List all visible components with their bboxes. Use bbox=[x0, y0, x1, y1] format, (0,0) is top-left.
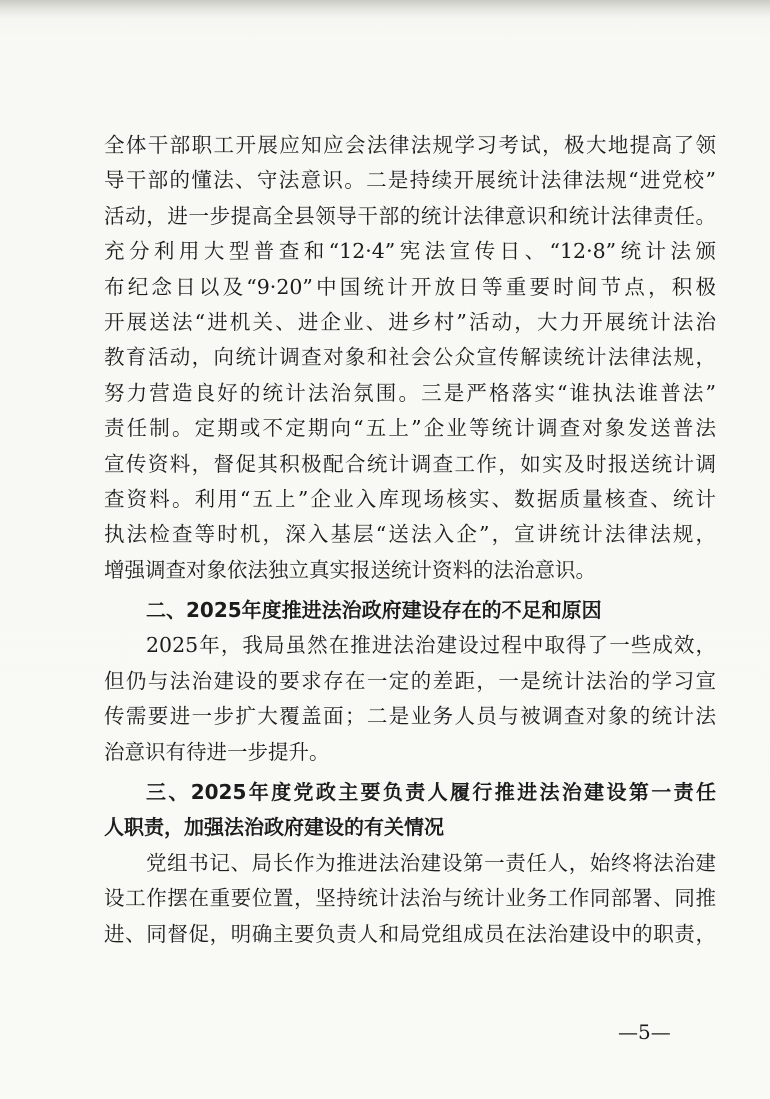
paragraph-2-line-1: 2025年，我局虽然在推进法治建设过程中取得了一些成效， bbox=[146, 633, 716, 658]
paragraph-1-line-9: 责任制。定期或不定期向“五上”企业等统计调查对象发送普法 bbox=[104, 416, 716, 441]
paragraph-2-line-2: 但仍与法治建设的要求存在一定的差距，一是统计法治的学习宣 bbox=[104, 668, 716, 693]
section-heading-3-line-2: 人职责，加强法治政府建设的有关情况 bbox=[104, 815, 444, 840]
scan-edge-shadow bbox=[0, 0, 770, 18]
paragraph-1-line-11: 查资料。利用“五上”企业入库现场核实、数据质量核查、统计 bbox=[104, 486, 716, 511]
paragraph-3-line-2: 设工作摆在重要位置，坚持统计法治与统计业务工作同部署、同推 bbox=[104, 886, 716, 911]
paragraph-1-line-2: 导干部的懂法、守法意识。二是持续开展统计法律法规“进党校” bbox=[104, 168, 716, 193]
section-heading-3-line-1: 三、2025年度党政主要负责人履行推进法治建设第一责任 bbox=[146, 780, 716, 805]
paragraph-1-line-4: 充分利用大型普查和“12·4”宪法宣传日、“12·8”统计法颁 bbox=[104, 239, 716, 264]
paragraph-1-line-8: 努力营造良好的统计法治氛围。三是严格落实“谁执法谁普法” bbox=[104, 380, 716, 405]
page-number: —5— bbox=[618, 1020, 671, 1044]
paragraph-2-line-4: 治意识有待进一步提升。 bbox=[104, 739, 330, 764]
paragraph-1-line-12: 执法检查等时机，深入基层“送法入企”，宣讲统计法律法规， bbox=[104, 522, 716, 547]
paragraph-3-line-3: 进、同督促，明确主要负责人和局党组成员在法治建设中的职责， bbox=[104, 921, 716, 946]
paragraph-1-line-7: 教育活动，向统计调查对象和社会公众宣传解读统计法律法规， bbox=[104, 345, 716, 370]
paragraph-2-line-3: 传需要进一步扩大覆盖面；二是业务人员与被调查对象的统计法 bbox=[104, 704, 716, 729]
paragraph-1-line-6: 开展送法“进机关、进企业、进乡村”活动，大力开展统计法治 bbox=[104, 309, 716, 334]
section-heading-2: 二、2025年度推进法治政府建设存在的不足和原因 bbox=[146, 598, 602, 623]
paragraph-1-line-1: 全体干部职工开展应知应会法律法规学习考试，极大地提高了领 bbox=[104, 133, 716, 157]
paragraph-1-line-5: 布纪念日以及“9·20”中国统计开放日等重要时间节点，积极 bbox=[104, 274, 716, 299]
paragraph-1-line-10: 宣传资料，督促其积极配合统计调查工作，如实及时报送统计调 bbox=[104, 451, 716, 476]
paragraph-3-line-1: 党组书记、局长作为推进法治建设第一责任人，始终将法治建 bbox=[146, 850, 716, 875]
paragraph-1-line-3: 活动，进一步提高全县领导干部的统计法律意识和统计法律责任。 bbox=[104, 203, 716, 228]
document-body bbox=[104, 128, 716, 952]
paragraph-1-line-13: 增强调查对象依法独立真实报送统计资料的法治意识。 bbox=[104, 557, 596, 582]
